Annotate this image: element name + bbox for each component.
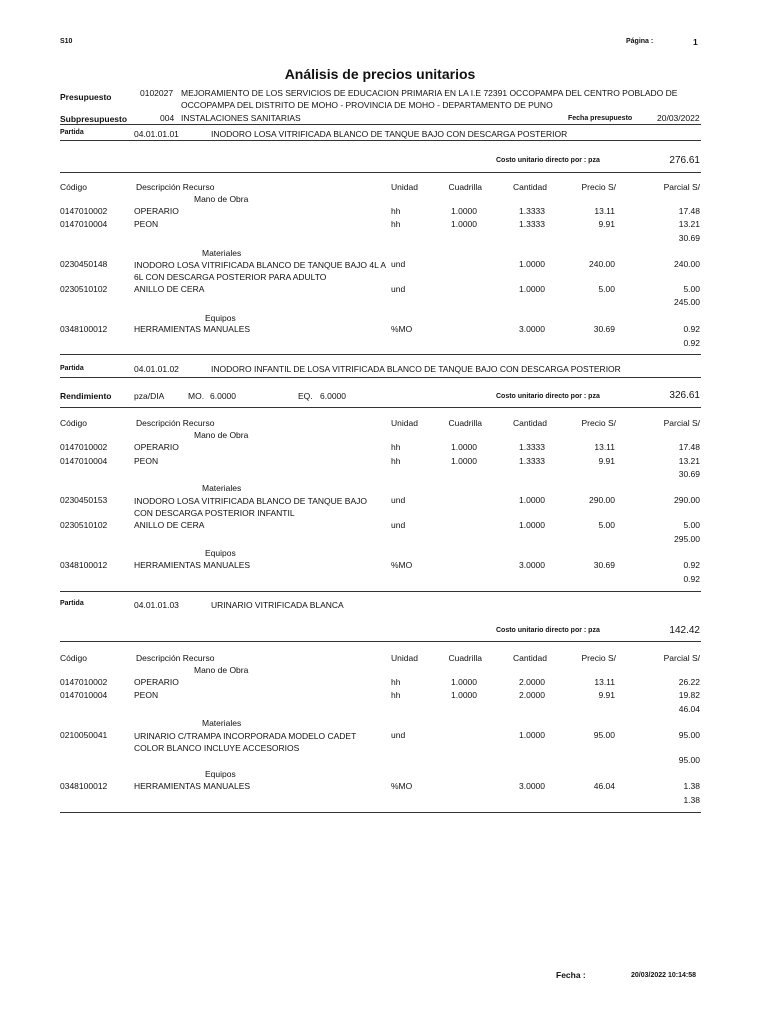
presupuesto-desc-1: MEJORAMIENTO DE LOS SERVICIOS DE EDUCACION PRIMARIA EN LA I.E 72391 OCCOPAMPA DEL CENTRO POBLADO DE xyxy=(181,88,678,98)
partida-label: Partida xyxy=(60,129,84,136)
row-cuadrilla: 1.0000 xyxy=(451,442,477,452)
col-descripcion: Descripción Recurso xyxy=(136,418,215,428)
row-unit: und xyxy=(391,284,406,294)
row-code: 0147010002 xyxy=(60,442,108,452)
costo-unitario-label: Costo unitario directo por : pza xyxy=(496,157,600,164)
eq-label: EQ. xyxy=(298,391,313,401)
row-parcial: 26.22 xyxy=(678,677,700,687)
row-unit: und xyxy=(391,495,406,505)
col-codigo: Código xyxy=(60,653,87,663)
row-unit: hh xyxy=(391,442,401,452)
group-label-equipos: Equipos xyxy=(205,313,236,323)
group-label-mano-obra: Mano de Obra xyxy=(194,430,249,440)
row-cantidad: 1.0000 xyxy=(519,495,545,505)
row-cantidad: 2.0000 xyxy=(519,677,545,687)
row-cantidad: 3.0000 xyxy=(519,781,545,791)
row-cantidad: 1.0000 xyxy=(519,284,545,294)
row-unit: und xyxy=(391,520,406,530)
row-precio: 9.91 xyxy=(598,690,615,700)
costo-unitario-value: 326.61 xyxy=(669,390,700,401)
group-total: 30.69 xyxy=(678,469,700,479)
row-cantidad: 2.0000 xyxy=(519,690,545,700)
rendimiento-value: pza/DIA xyxy=(134,391,165,401)
row-desc: PEON xyxy=(134,456,159,466)
fecha-presupuesto-value: 20/03/2022 xyxy=(657,113,700,123)
subpresupuesto-label: Subpresupuesto xyxy=(60,114,128,124)
col-unidad: Unidad xyxy=(391,182,418,192)
col-unidad: Unidad xyxy=(391,418,418,428)
partida-name: INODORO INFANTIL DE LOSA VITRIFICADA BLANCO DE TANQUE BAJO CON DESCARGA POSTERIOR xyxy=(211,364,621,374)
row-parcial: 19.82 xyxy=(678,690,700,700)
row-precio: 13.11 xyxy=(594,442,615,452)
col-cantidad: Cantidad xyxy=(512,653,547,663)
row-code: 0147010002 xyxy=(60,206,108,216)
partida-label: Partida xyxy=(60,600,84,607)
partida-code: 04.01.01.03 xyxy=(134,600,179,610)
row-unit: %MO xyxy=(391,560,413,570)
partida-code: 04.01.01.01 xyxy=(134,129,179,139)
mo-label: MO. xyxy=(188,391,205,401)
row-desc: INODORO LOSA VITRIFICADA BLANCO DE TANQUE BAJO CON DESCARGA POSTERIOR INFANTIL xyxy=(134,496,368,518)
col-codigo: Código xyxy=(60,418,87,428)
row-precio: 13.11 xyxy=(594,677,615,687)
subpresupuesto-desc: INSTALACIONES SANITARIAS xyxy=(181,113,301,123)
mo-value: 6.0000 xyxy=(210,391,236,401)
col-cuadrilla: Cuadrilla xyxy=(448,418,482,428)
row-cantidad: 1.0000 xyxy=(519,259,545,269)
page-label: Página : xyxy=(626,38,654,45)
rendimiento-label: Rendimiento xyxy=(60,391,112,401)
partida-name: INODORO LOSA VITRIFICADA BLANCO DE TANQUE BAJO CON DESCARGA POSTERIOR xyxy=(211,129,568,139)
row-precio: 5.00 xyxy=(598,520,615,530)
group-total: 245.00 xyxy=(674,297,700,307)
row-parcial: 0.92 xyxy=(683,560,700,570)
row-desc: OPERARIO xyxy=(134,677,179,687)
group-label-materiales: Materiales xyxy=(202,718,242,728)
row-cantidad: 1.3333 xyxy=(519,206,545,216)
row-unit: und xyxy=(391,730,406,740)
col-parcial: Parcial S/ xyxy=(663,653,700,663)
row-cantidad: 3.0000 xyxy=(519,324,545,334)
row-code: 0230510102 xyxy=(60,284,108,294)
row-unit: hh xyxy=(391,677,401,687)
group-label-equipos: Equipos xyxy=(205,548,236,558)
row-parcial: 13.21 xyxy=(678,219,700,229)
row-parcial: 240.00 xyxy=(674,259,700,269)
row-cuadrilla: 1.0000 xyxy=(451,219,477,229)
row-precio: 95.00 xyxy=(593,730,615,740)
row-cantidad: 1.3333 xyxy=(519,456,545,466)
col-descripcion: Descripción Recurso xyxy=(136,182,215,192)
row-precio: 240.00 xyxy=(589,259,615,269)
group-label-materiales: Materiales xyxy=(202,248,242,258)
row-cuadrilla: 1.0000 xyxy=(451,456,477,466)
row-cantidad: 3.0000 xyxy=(519,560,545,570)
row-cuadrilla: 1.0000 xyxy=(451,206,477,216)
group-total: 295.00 xyxy=(674,534,700,544)
subpresupuesto-code: 004 xyxy=(160,113,175,123)
row-desc: HERRAMIENTAS MANUALES xyxy=(134,560,251,570)
row-unit: hh xyxy=(391,456,401,466)
col-precio: Precio S/ xyxy=(581,182,616,192)
row-desc: PEON xyxy=(134,219,159,229)
col-precio: Precio S/ xyxy=(581,653,616,663)
group-total: 46.04 xyxy=(678,704,700,714)
costo-unitario-label: Costo unitario directo por : pza xyxy=(496,393,600,400)
group-total: 1.38 xyxy=(683,795,700,805)
footer-fecha-label: Fecha : xyxy=(556,970,586,980)
row-parcial: 17.48 xyxy=(678,442,700,452)
group-total: 30.69 xyxy=(678,233,700,243)
col-precio: Precio S/ xyxy=(581,418,616,428)
row-unit: hh xyxy=(391,690,401,700)
row-cantidad: 1.0000 xyxy=(519,520,545,530)
row-parcial: 95.00 xyxy=(678,730,700,740)
page-title: Análisis de precios unitarios xyxy=(284,66,476,82)
presupuesto-desc-2: OCCOPAMPA DEL DISTRITO DE MOHO - PROVINCIA DE MOHO - DEPARTAMENTO DE PUNO xyxy=(181,100,553,110)
row-parcial: 5.00 xyxy=(683,284,700,294)
row-desc: PEON xyxy=(134,690,159,700)
group-total: 0.92 xyxy=(683,338,700,348)
col-parcial: Parcial S/ xyxy=(663,418,700,428)
col-cuadrilla: Cuadrilla xyxy=(448,182,482,192)
row-precio: 290.00 xyxy=(589,495,615,505)
presupuesto-code: 0102027 xyxy=(140,88,174,98)
costo-unitario-label: Costo unitario directo por : pza xyxy=(496,627,600,634)
group-total: 0.92 xyxy=(683,574,700,584)
costo-unitario-value: 276.61 xyxy=(669,155,700,166)
row-unit: und xyxy=(391,259,406,269)
group-label-materiales: Materiales xyxy=(202,483,242,493)
col-codigo: Código xyxy=(60,182,87,192)
group-label-mano-obra: Mano de Obra xyxy=(194,194,249,204)
row-cantidad: 1.0000 xyxy=(519,730,545,740)
fecha-presupuesto-label: Fecha presupuesto xyxy=(568,115,633,122)
page-number: 1 xyxy=(693,37,698,47)
row-parcial: 0.92 xyxy=(683,324,700,334)
col-cantidad: Cantidad xyxy=(512,182,547,192)
row-unit: hh xyxy=(391,206,401,216)
group-label-mano-obra: Mano de Obra xyxy=(194,665,249,675)
row-code: 0147010004 xyxy=(60,456,108,466)
row-desc: INODORO LOSA VITRIFICADA BLANCO DE TANQUE BAJO 4L A 6L CON DESCARGA POSTERIOR PARA ADULTO xyxy=(134,260,386,282)
row-desc: OPERARIO xyxy=(134,442,179,452)
row-parcial: 13.21 xyxy=(678,456,700,466)
row-code: 0348100012 xyxy=(60,560,108,570)
col-parcial: Parcial S/ xyxy=(663,182,700,192)
row-code: 0147010004 xyxy=(60,690,108,700)
row-desc: ANILLO DE CERA xyxy=(134,520,205,530)
row-precio: 5.00 xyxy=(598,284,615,294)
row-desc: ANILLO DE CERA xyxy=(134,284,205,294)
row-code: 0147010004 xyxy=(60,219,108,229)
costo-unitario-value: 142.42 xyxy=(669,625,700,636)
row-code: 0230510102 xyxy=(60,520,108,530)
row-code: 0348100012 xyxy=(60,781,108,791)
row-unit: %MO xyxy=(391,781,413,791)
row-code: 0230450148 xyxy=(60,259,108,269)
row-parcial: 5.00 xyxy=(683,520,700,530)
row-precio: 13.11 xyxy=(594,206,615,216)
row-code: 0210050041 xyxy=(60,730,108,740)
row-precio: 30.69 xyxy=(593,324,615,334)
partida-name: URINARIO VITRIFICADA BLANCA xyxy=(211,600,344,610)
row-desc: URINARIO C/TRAMPA INCORPORADA MODELO CADET COLOR BLANCO INCLUYE ACCESORIOS xyxy=(134,731,357,753)
eq-value: 6.0000 xyxy=(320,391,346,401)
row-desc: HERRAMIENTAS MANUALES xyxy=(134,324,251,334)
row-unit: hh xyxy=(391,219,401,229)
row-cuadrilla: 1.0000 xyxy=(451,690,477,700)
partida-label: Partida xyxy=(60,365,84,372)
row-code: 0147010002 xyxy=(60,677,108,687)
footer-fecha-value: 20/03/2022 10:14:58 xyxy=(631,972,696,979)
row-precio: 9.91 xyxy=(598,219,615,229)
row-precio: 46.04 xyxy=(593,781,615,791)
col-cantidad: Cantidad xyxy=(512,418,547,428)
row-unit: %MO xyxy=(391,324,413,334)
row-code: 0348100012 xyxy=(60,324,108,334)
col-cuadrilla: Cuadrilla xyxy=(448,653,482,663)
group-total: 95.00 xyxy=(678,755,700,765)
col-descripcion: Descripción Recurso xyxy=(136,653,215,663)
report-code: S10 xyxy=(60,38,73,45)
row-cuadrilla: 1.0000 xyxy=(451,677,477,687)
row-parcial: 1.38 xyxy=(683,781,700,791)
group-label-equipos: Equipos xyxy=(205,769,236,779)
row-precio: 9.91 xyxy=(598,456,615,466)
row-parcial: 17.48 xyxy=(678,206,700,216)
row-desc: OPERARIO xyxy=(134,206,179,216)
partida-code: 04.01.01.02 xyxy=(134,364,179,374)
row-desc: HERRAMIENTAS MANUALES xyxy=(134,781,251,791)
row-precio: 30.69 xyxy=(593,560,615,570)
col-unidad: Unidad xyxy=(391,653,418,663)
row-parcial: 290.00 xyxy=(674,495,700,505)
row-cantidad: 1.3333 xyxy=(519,219,545,229)
presupuesto-label: Presupuesto xyxy=(60,92,112,102)
row-code: 0230450153 xyxy=(60,495,108,505)
row-cantidad: 1.3333 xyxy=(519,442,545,452)
